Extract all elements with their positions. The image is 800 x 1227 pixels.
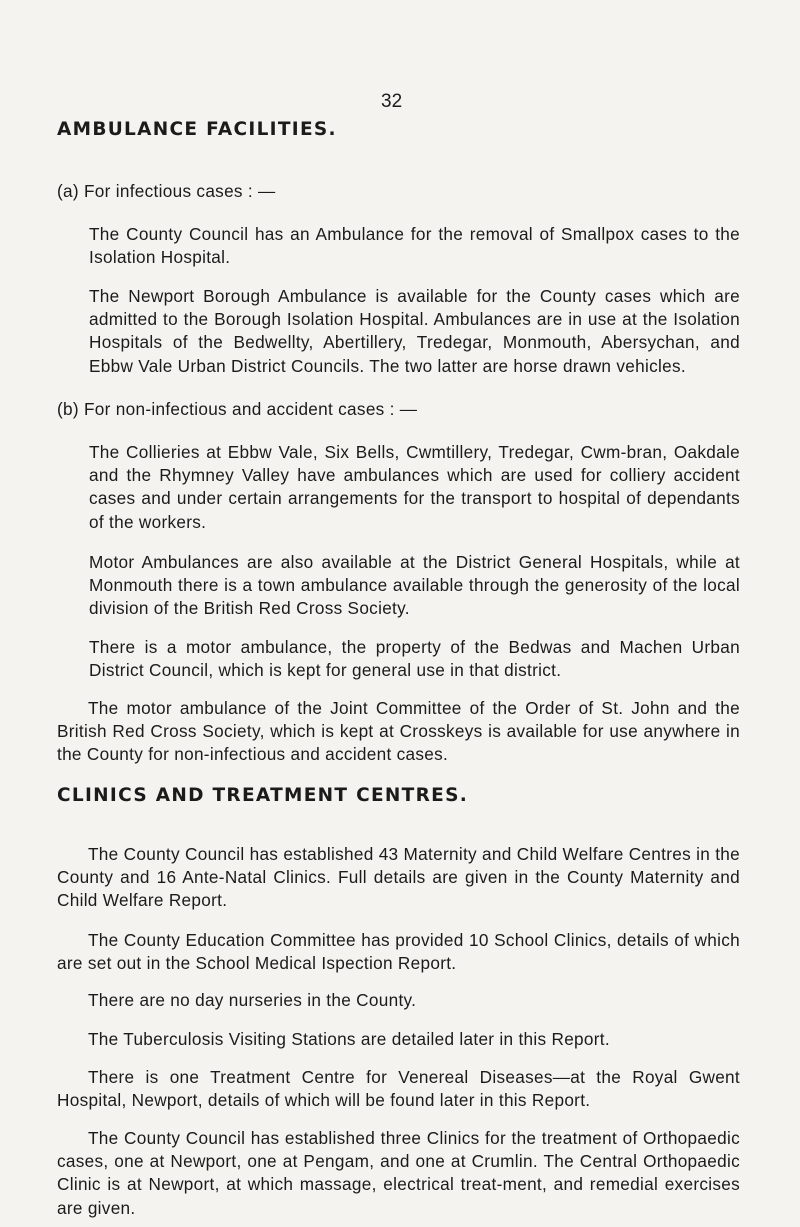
venereal-diseases-centre-paragraph: There is one Treatment Centre for Venereal Diseases—at the Royal Gwent Hospital, Newport, details of which will be found later in this Report. xyxy=(57,1067,740,1111)
collieries-ambulance-paragraph: The Collieries at Ebbw Vale, Six Bells, Cwmtillery, Tredegar, Cwm-bran, Oakdale and the Rhymney Valley have ambulances which are used for colliery accident cases and under certain arrangements for the transport to hospital of dependants of the workers. xyxy=(89,442,740,532)
motor-ambulances-paragraph: Motor Ambulances are also available at the District General Hospitals, while at Monmouth there is a town ambulance available through the generosity of the local division of the British Red Cross Society. xyxy=(89,552,740,619)
st-john-red-cross-paragraph: The motor ambulance of the Joint Committee of the Order of St. John and the British Red Cross Society, which is kept at Crosskeys is available for use anywhere in the County for non-infectious and accident cases. xyxy=(57,698,740,765)
orthopaedic-clinics-paragraph: The County Council has established three Clinics for the treatment of Orthopaedic cases, one at Newport, one at Pengam, and one at Crumlin. The Central Orthopaedic Clinic is at Newport, at which massage, electrical treat-ment, and remedial exercises are given. xyxy=(57,1128,740,1218)
noninfectious-cases-label: (b) For non-infectious and accident cases : — xyxy=(57,399,418,419)
school-clinics-paragraph: The County Education Committee has provided 10 School Clinics, details of which are set out in the School Medical Ispection Report. xyxy=(57,930,740,974)
newport-borough-ambulance-paragraph: The Newport Borough Ambulance is available for the County cases which are admitted to the Borough Isolation Hospital. Ambulances are in use at the Isolation Hospitals of the Bedwellty, Abertillery, Tredegar, Monmouth, Abersychan, and Ebbw Vale Urban District Councils. The two latter are horse drawn vehicles. xyxy=(89,286,740,376)
bedwas-machen-ambulance-paragraph: There is a motor ambulance, the property of the Bedwas and Machen Urban District Council, which is kept for general use in that district. xyxy=(89,637,740,681)
page-number: 32 xyxy=(381,91,403,112)
ambulance-facilities-heading: AMBULANCE FACILITIES. xyxy=(57,119,337,140)
tuberculosis-stations-paragraph: The Tuberculosis Visiting Stations are detailed later in this Report. xyxy=(88,1029,610,1049)
infectious-cases-label: (a) For infectious cases : — xyxy=(57,181,276,201)
day-nurseries-paragraph: There are no day nurseries in the County. xyxy=(88,990,417,1010)
clinics-treatment-centres-heading: CLINICS AND TREATMENT CENTRES. xyxy=(57,785,469,806)
maternity-child-welfare-paragraph: The County Council has established 43 Maternity and Child Welfare Centres in the County and 16 Ante-Natal Clinics. Full details are given in the County Maternity and Child Welfare Report. xyxy=(57,844,740,911)
smallpox-ambulance-paragraph: The County Council has an Ambulance for the removal of Smallpox cases to the Isolation Hospital. xyxy=(89,224,740,268)
